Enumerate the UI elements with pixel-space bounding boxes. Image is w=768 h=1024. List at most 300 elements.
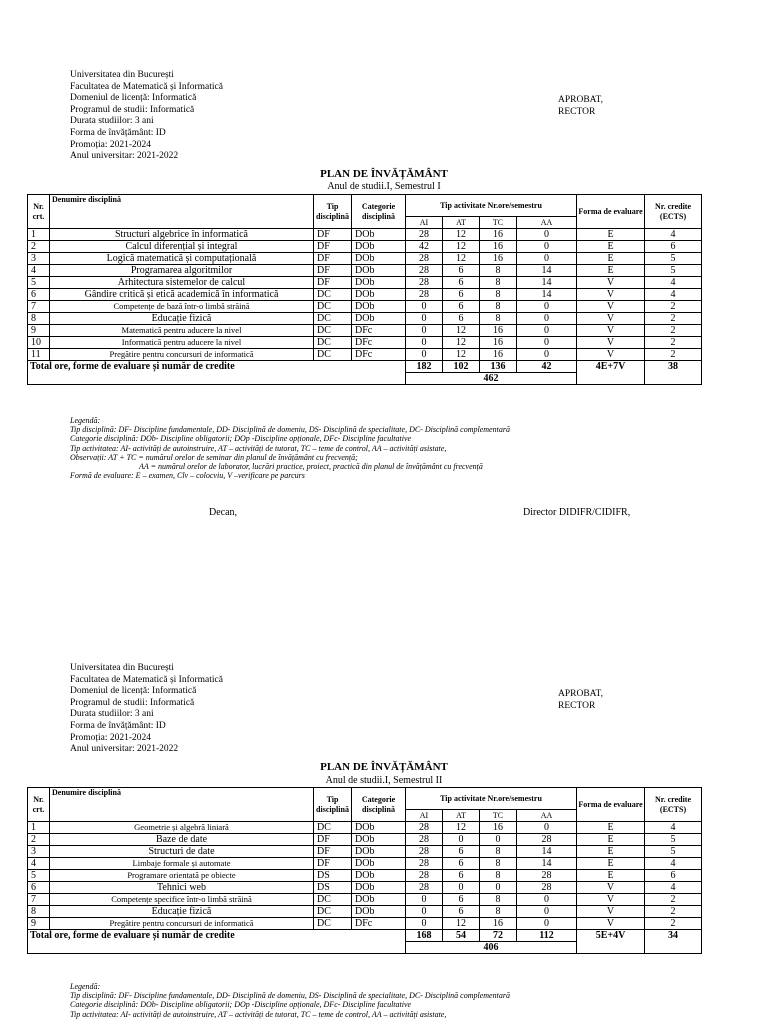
row-tip: DC: [314, 313, 352, 325]
total-forma: 4E+7V: [577, 361, 645, 385]
row-nr: 5: [28, 277, 50, 289]
row-tc: 16: [480, 337, 517, 349]
total-aa: 42: [517, 361, 577, 373]
row-tip: DS: [314, 882, 352, 894]
plan-title: PLAN DE ÎNVĂȚĂMÂNT: [320, 168, 448, 180]
domain-line: Domeniul de licență: Informatică: [70, 686, 197, 697]
promotion-line: Promoția: 2021-2024: [70, 139, 152, 150]
row-forma: V: [577, 894, 645, 906]
row-nr: 2: [28, 241, 50, 253]
plan-subtitle-2: Anul de studii.I, Semestrul II: [325, 775, 443, 786]
row-ai: 42: [406, 241, 443, 253]
row-aa: 28: [517, 870, 577, 882]
row-categorie: DOb: [352, 834, 406, 846]
table-row: [28, 834, 702, 846]
row-aa: 14: [517, 289, 577, 301]
row-tip: DC: [314, 325, 352, 337]
row-tc: 16: [480, 822, 517, 834]
total-at: 54: [443, 930, 480, 942]
approved-label: APROBAT,: [558, 95, 603, 105]
total-credite: 38: [645, 361, 702, 385]
row-tc: 8: [480, 277, 517, 289]
table-row: [28, 229, 702, 241]
program-line: Programul de studii: Informatică: [70, 697, 195, 708]
row-name: Gândire critică și etică academică în informatică: [50, 289, 314, 301]
row-aa: 28: [517, 882, 577, 894]
row-tc: 8: [480, 301, 517, 313]
row-at: 12: [443, 822, 480, 834]
col-activitate: Tip activitate Nr.ore/semestru: [406, 195, 577, 217]
total-credite: 34: [645, 930, 702, 954]
row-forma: V: [577, 325, 645, 337]
legend-obs2: AA = numărul orelor de laborator, lucrări practice, proiect, practică din planul de învățământ cu frecvență: [139, 462, 483, 472]
table-row: [28, 241, 702, 253]
row-credite: 2: [645, 325, 702, 337]
row-at: 12: [443, 229, 480, 241]
row-name: Educație fizică: [50, 906, 314, 918]
row-tc: 16: [480, 325, 517, 337]
row-credite: 4: [645, 289, 702, 301]
row-ai: 28: [406, 822, 443, 834]
row-at: 6: [443, 858, 480, 870]
row-tc: 8: [480, 313, 517, 325]
row-credite: 4: [645, 882, 702, 894]
col-at: AT: [443, 217, 480, 229]
row-tip: DC: [314, 349, 352, 361]
legend-sem2: [70, 982, 510, 1019]
table-row: [28, 325, 702, 337]
row-forma: E: [577, 858, 645, 870]
row-categorie: DOb: [352, 277, 406, 289]
row-forma: E: [577, 870, 645, 882]
row-at: 0: [443, 882, 480, 894]
row-tip: DC: [314, 337, 352, 349]
total-hours-sum: 462: [406, 373, 577, 385]
signature-director: Director DIDIFR/CIDIFR,: [523, 507, 631, 518]
row-name: Pregătire pentru concursuri de informatică: [50, 918, 314, 930]
row-tc: 8: [480, 858, 517, 870]
row-tc: 16: [480, 241, 517, 253]
row-ai: 28: [406, 870, 443, 882]
row-categorie: DOb: [352, 253, 406, 265]
row-aa: 28: [517, 834, 577, 846]
col-credite: Nr. credite (ECTS): [645, 195, 702, 229]
row-forma: V: [577, 313, 645, 325]
header-info: [70, 70, 223, 163]
row-categorie: DFc: [352, 918, 406, 930]
row-tip: DS: [314, 870, 352, 882]
total-label: Total ore, forme de evaluare și număr de credite: [28, 361, 406, 385]
row-name: Informatică pentru aducere la nivel: [50, 337, 314, 349]
university-line: Universitatea din București: [70, 70, 174, 80]
row-credite: 4: [645, 277, 702, 289]
total-tc: 136: [480, 361, 517, 373]
legend-categorie: Categorie disciplină: DOb- Discipline obligatorii; DOp -Discipline opționale, DFc- Discipline facultative: [70, 1000, 412, 1010]
total-aa: 112: [517, 930, 577, 942]
col-name: Denumire disciplină: [50, 788, 314, 822]
row-aa: 0: [517, 918, 577, 930]
row-tip: DF: [314, 277, 352, 289]
row-categorie: DOb: [352, 846, 406, 858]
row-at: 12: [443, 325, 480, 337]
col-nr: Nr. crt.: [28, 195, 50, 229]
domain-line: Domeniul de licență: Informatică: [70, 93, 197, 104]
row-ai: 0: [406, 918, 443, 930]
col-name: Denumire disciplină: [50, 195, 314, 229]
row-aa: 0: [517, 906, 577, 918]
row-credite: 5: [645, 265, 702, 277]
row-credite: 4: [645, 822, 702, 834]
row-tip: DF: [314, 846, 352, 858]
col-forma: Forma de evaluare: [577, 195, 645, 229]
row-nr: 4: [28, 858, 50, 870]
row-ai: 0: [406, 349, 443, 361]
col-categorie: Categorie disciplină: [352, 788, 406, 822]
legend-activitate: Tip activitatea: AI- activități de autoinstruire, AT – activități de tutorat, TC – teme de control, AA – activități asistate,: [70, 443, 447, 453]
row-ai: 28: [406, 265, 443, 277]
row-at: 6: [443, 894, 480, 906]
row-at: 6: [443, 846, 480, 858]
row-name: Structuri algebrice în informatică: [50, 229, 314, 241]
row-forma: V: [577, 349, 645, 361]
row-at: 6: [443, 313, 480, 325]
row-credite: 4: [645, 858, 702, 870]
row-name: Educație fizică: [50, 313, 314, 325]
row-tip: DF: [314, 265, 352, 277]
table-row: [28, 301, 702, 313]
table-row: [28, 918, 702, 930]
row-forma: V: [577, 337, 645, 349]
table-row: [28, 289, 702, 301]
row-forma: E: [577, 241, 645, 253]
row-tc: 8: [480, 289, 517, 301]
legend-categorie: Categorie disciplină: DOb- Discipline obligatorii; DOp -Discipline opționale, DFc- Discipline facultative: [70, 434, 412, 444]
table-row: [28, 349, 702, 361]
signature-decan: Decan,: [209, 507, 238, 518]
row-ai: 28: [406, 882, 443, 894]
row-categorie: DOb: [352, 301, 406, 313]
legend-sem1: [70, 416, 510, 480]
legend-obs1: Observații: AT + TC = numărul orelor de seminar din planul de învățământ cu frecvență;: [70, 452, 358, 462]
col-ai: AI: [406, 217, 443, 229]
row-ai: 0: [406, 337, 443, 349]
row-forma: E: [577, 846, 645, 858]
row-forma: E: [577, 265, 645, 277]
col-tc: TC: [480, 217, 517, 229]
col-activitate: Tip activitate Nr.ore/semestru: [406, 788, 577, 810]
row-nr: 11: [28, 349, 50, 361]
row-nr: 8: [28, 313, 50, 325]
row-aa: 0: [517, 337, 577, 349]
row-ai: 0: [406, 894, 443, 906]
row-ai: 28: [406, 229, 443, 241]
row-credite: 2: [645, 349, 702, 361]
row-name: Logică matematică și computațională: [50, 253, 314, 265]
header-info-2: [70, 663, 223, 756]
table-row: [28, 277, 702, 289]
row-categorie: DFc: [352, 337, 406, 349]
row-credite: 2: [645, 313, 702, 325]
legend-activitate: Tip activitatea: AI- activități de autoinstruire, AT – activități de tutorat, TC – teme de control, AA – activități asistate,: [70, 1009, 447, 1019]
row-credite: 6: [645, 241, 702, 253]
row-nr: 1: [28, 229, 50, 241]
row-categorie: DOb: [352, 265, 406, 277]
duration-line: Durata studiilor: 3 ani: [70, 709, 154, 720]
row-name: Tehnici web: [50, 882, 314, 894]
table-row: [28, 337, 702, 349]
table-row: [28, 265, 702, 277]
row-nr: 3: [28, 846, 50, 858]
row-nr: 9: [28, 918, 50, 930]
row-forma: E: [577, 229, 645, 241]
row-tip: DF: [314, 253, 352, 265]
row-nr: 2: [28, 834, 50, 846]
row-categorie: DOb: [352, 313, 406, 325]
row-aa: 0: [517, 325, 577, 337]
row-categorie: DOb: [352, 882, 406, 894]
table-row: [28, 846, 702, 858]
approval-block: [558, 94, 603, 118]
form-line: Forma de învățământ: ID: [70, 720, 166, 731]
row-forma: V: [577, 289, 645, 301]
row-tip: DC: [314, 906, 352, 918]
col-forma: Forma de evaluare: [577, 788, 645, 822]
row-at: 6: [443, 277, 480, 289]
row-at: 12: [443, 337, 480, 349]
row-nr: 6: [28, 289, 50, 301]
row-aa: 0: [517, 229, 577, 241]
col-at: AT: [443, 810, 480, 822]
row-ai: 28: [406, 858, 443, 870]
row-tc: 16: [480, 253, 517, 265]
col-aa: AA: [517, 810, 577, 822]
program-line: Programul de studii: Informatică: [70, 104, 195, 115]
row-at: 6: [443, 265, 480, 277]
row-credite: 5: [645, 253, 702, 265]
table-row: [28, 822, 702, 834]
row-forma: V: [577, 906, 645, 918]
row-name: Calcul diferențial și integral: [50, 241, 314, 253]
row-categorie: DFc: [352, 325, 406, 337]
approval-block-2: [558, 688, 603, 712]
legend-tip: Tip disciplină: DF- Discipline fundamentale, DD- Disciplină de domeniu, DS- Disciplină de specialitate, DC- Disciplină complementară: [70, 991, 510, 1001]
col-tip: Tip disciplină: [314, 788, 352, 822]
row-tc: 8: [480, 846, 517, 858]
row-name: Programare orientată pe obiecte: [50, 870, 314, 882]
year-line: Anul universitar: 2021-2022: [70, 151, 179, 162]
table-row: [28, 870, 702, 882]
row-at: 12: [443, 253, 480, 265]
row-tc: 0: [480, 834, 517, 846]
row-categorie: DOb: [352, 858, 406, 870]
total-forma: 5E+4V: [577, 930, 645, 954]
col-credite: Nr. credite (ECTS): [645, 788, 702, 822]
table-row: [28, 882, 702, 894]
row-ai: 0: [406, 325, 443, 337]
faculty-line: Facultatea de Matematică și Informatică: [70, 81, 223, 92]
row-nr: 1: [28, 822, 50, 834]
row-aa: 0: [517, 313, 577, 325]
legend-tip: Tip disciplină: DF- Discipline fundamentale, DD- Disciplină de domeniu, DS- Disciplină de specialitate, DC- Disciplină complementară: [70, 425, 510, 435]
row-credite: 5: [645, 834, 702, 846]
total-tc: 72: [480, 930, 517, 942]
row-name: Geometrie și algebră liniară: [50, 822, 314, 834]
table-row: [28, 906, 702, 918]
row-aa: 0: [517, 241, 577, 253]
row-tip: DF: [314, 858, 352, 870]
row-forma: V: [577, 918, 645, 930]
year-line: Anul universitar: 2021-2022: [70, 744, 179, 755]
row-credite: 2: [645, 906, 702, 918]
row-forma: E: [577, 822, 645, 834]
plan-subtitle: Anul de studii.I, Semestrul I: [327, 181, 441, 192]
table-row: [28, 253, 702, 265]
row-name: Arhitectura sistemelor de calcul: [50, 277, 314, 289]
col-categorie: Categorie disciplină: [352, 195, 406, 229]
row-tc: 8: [480, 894, 517, 906]
col-tc: TC: [480, 810, 517, 822]
row-forma: V: [577, 882, 645, 894]
row-categorie: DOb: [352, 229, 406, 241]
row-aa: 14: [517, 277, 577, 289]
row-name: Programarea algoritmilor: [50, 265, 314, 277]
row-tc: 8: [480, 906, 517, 918]
row-tc: 16: [480, 918, 517, 930]
row-credite: 2: [645, 894, 702, 906]
form-line: Forma de învățământ: ID: [70, 127, 166, 138]
row-tip: DC: [314, 822, 352, 834]
row-name: Baze de date: [50, 834, 314, 846]
row-name: Competențe specifice într-o limbă străină: [50, 894, 314, 906]
col-nr: Nr. crt.: [28, 788, 50, 822]
row-categorie: DOb: [352, 894, 406, 906]
row-nr: 7: [28, 301, 50, 313]
row-at: 6: [443, 301, 480, 313]
row-nr: 10: [28, 337, 50, 349]
row-credite: 2: [645, 301, 702, 313]
row-name: Pregătire pentru concursuri de informatică: [50, 349, 314, 361]
row-nr: 9: [28, 325, 50, 337]
legend-title: Legendă:: [70, 416, 101, 425]
total-ai: 168: [406, 930, 443, 942]
total-label: Total ore, forme de evaluare și număr de credite: [28, 930, 406, 954]
row-at: 12: [443, 349, 480, 361]
row-tip: DC: [314, 301, 352, 313]
row-at: 6: [443, 906, 480, 918]
legend-title: Legendă:: [70, 982, 101, 991]
row-at: 0: [443, 834, 480, 846]
row-nr: 7: [28, 894, 50, 906]
row-tip: DC: [314, 894, 352, 906]
row-aa: 14: [517, 858, 577, 870]
row-credite: 2: [645, 337, 702, 349]
row-tip: DC: [314, 289, 352, 301]
row-tip: DF: [314, 229, 352, 241]
row-credite: 6: [645, 870, 702, 882]
plan-table-sem1: [27, 194, 702, 385]
row-ai: 28: [406, 846, 443, 858]
plan-title-2: PLAN DE ÎNVĂȚĂMÂNT: [320, 761, 448, 773]
plan-table-sem2: [27, 787, 702, 954]
row-at: 6: [443, 870, 480, 882]
row-aa: 0: [517, 822, 577, 834]
row-aa: 0: [517, 349, 577, 361]
row-tc: 8: [480, 265, 517, 277]
faculty-line: Facultatea de Matematică și Informatică: [70, 674, 223, 685]
row-nr: 8: [28, 906, 50, 918]
table-row: [28, 894, 702, 906]
total-row: [28, 930, 702, 942]
row-credite: 2: [645, 918, 702, 930]
row-categorie: DOb: [352, 822, 406, 834]
row-forma: V: [577, 301, 645, 313]
row-name: Matematică pentru aducere la nivel: [50, 325, 314, 337]
row-tip: DF: [314, 834, 352, 846]
row-aa: 14: [517, 265, 577, 277]
row-credite: 5: [645, 846, 702, 858]
total-at: 102: [443, 361, 480, 373]
row-tc: 0: [480, 882, 517, 894]
university-line: Universitatea din București: [70, 663, 174, 673]
total-row: [28, 361, 702, 373]
row-categorie: DOb: [352, 870, 406, 882]
col-tip: Tip disciplină: [314, 195, 352, 229]
row-name: Limbaje formale și automate: [50, 858, 314, 870]
row-tip: DF: [314, 241, 352, 253]
row-ai: 28: [406, 253, 443, 265]
table-row: [28, 858, 702, 870]
promotion-line: Promoția: 2021-2024: [70, 732, 152, 743]
row-aa: 14: [517, 846, 577, 858]
row-categorie: DOb: [352, 906, 406, 918]
row-aa: 0: [517, 301, 577, 313]
row-tc: 16: [480, 349, 517, 361]
row-tip: DC: [314, 918, 352, 930]
row-ai: 28: [406, 289, 443, 301]
row-categorie: DFc: [352, 349, 406, 361]
rector-label: RECTOR: [558, 701, 596, 711]
row-ai: 0: [406, 301, 443, 313]
duration-line: Durata studiilor: 3 ani: [70, 116, 154, 127]
row-ai: 28: [406, 277, 443, 289]
row-nr: 5: [28, 870, 50, 882]
row-categorie: DOb: [352, 241, 406, 253]
legend-evaluare: Formă de evaluare: E – examen, Clv – colocviu, V –verificare pe parcurs: [70, 471, 305, 481]
row-tc: 8: [480, 870, 517, 882]
row-aa: 0: [517, 253, 577, 265]
row-ai: 0: [406, 906, 443, 918]
row-forma: E: [577, 253, 645, 265]
row-nr: 4: [28, 265, 50, 277]
rector-label: RECTOR: [558, 107, 596, 117]
row-ai: 0: [406, 313, 443, 325]
row-aa: 0: [517, 894, 577, 906]
row-name: Competențe de bază într-o limbă străină: [50, 301, 314, 313]
table-row: [28, 313, 702, 325]
row-at: 12: [443, 918, 480, 930]
approved-label: APROBAT,: [558, 689, 603, 699]
row-forma: V: [577, 277, 645, 289]
row-at: 6: [443, 289, 480, 301]
row-categorie: DOb: [352, 289, 406, 301]
row-credite: 4: [645, 229, 702, 241]
row-name: Structuri de date: [50, 846, 314, 858]
row-nr: 6: [28, 882, 50, 894]
row-forma: E: [577, 834, 645, 846]
row-at: 12: [443, 241, 480, 253]
row-ai: 28: [406, 834, 443, 846]
row-tc: 16: [480, 229, 517, 241]
